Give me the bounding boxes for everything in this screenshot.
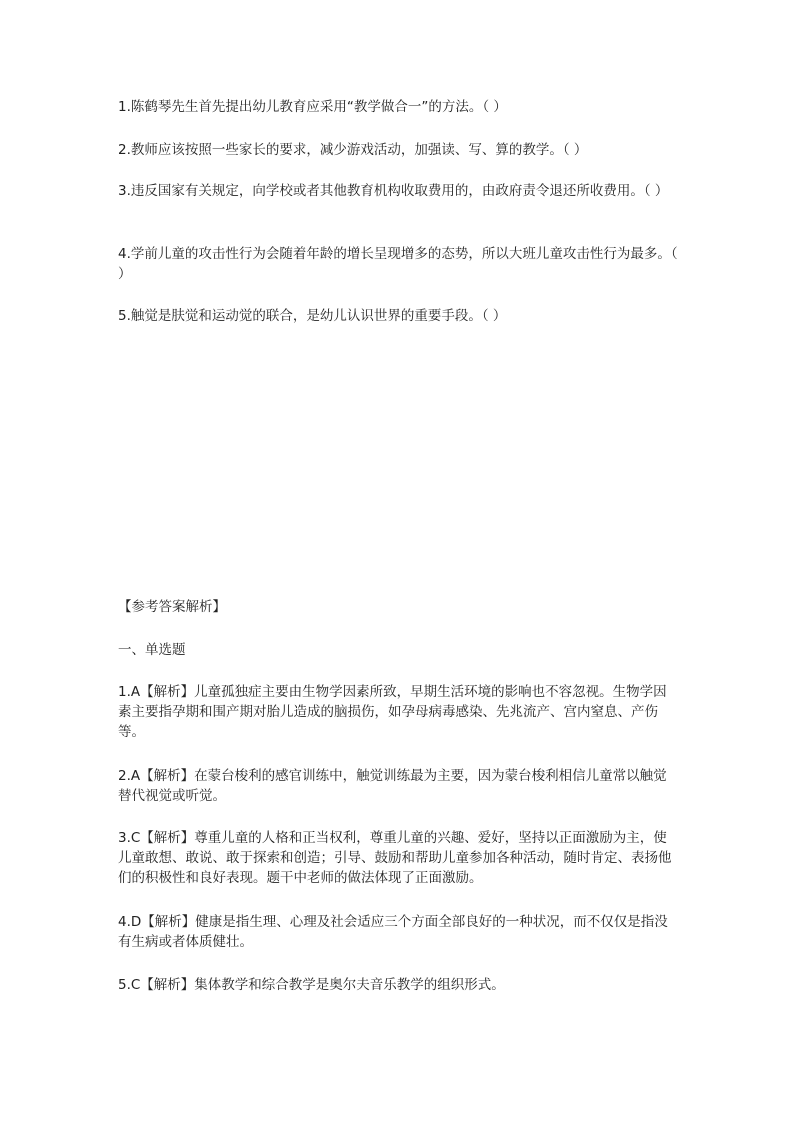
question-5: 5.触觉是肤觉和运动觉的联合，是幼儿认识世界的重要手段。（ ） <box>118 308 507 324</box>
question-4: 4.学前儿童的攻击性行为会随着年龄的增长呈现增多的态势，所以大班儿童攻击性行为最多。（ ） <box>118 246 678 282</box>
answers-heading: 【参考答案解析】 <box>118 599 226 615</box>
question-3: 3.违反国家有关规定，向学校或者其他教育机构收取费用的，由政府责令退还所收费用。（ ） <box>118 183 669 199</box>
answer-5: 5.C【解析】集体教学和综合教学是奥尔夫音乐教学的组织形式。 <box>118 977 505 993</box>
answer-2: 2.A【解析】在蒙台梭利的感官训练中，触觉训练最为主要，因为蒙台梭利相信儿童常以触觉替代视觉或听觉。 <box>118 768 667 804</box>
section-title: 一、单选题 <box>118 642 186 658</box>
question-1: 1.陈鹤琴先生首先提出幼儿教育应采用“教学做合一”的方法。（ ） <box>118 99 507 115</box>
answer-3: 3.C【解析】尊重儿童的人格和正当权利，尊重儿童的兴趣、爱好，坚持以正面激励为主，使儿童敢想、敢说、敢于探索和创造；引导、鼓励和帮助儿童参加各种活动，随时肯定、表扬他们的积极性和良好表现。题干中老师的做法体现了正面激励。 <box>118 830 672 886</box>
answer-4: 4.D【解析】健康是指生理、心理及社会适应三个方面全部良好的一种状况，而不仅仅是指没有生病或者体质健壮。 <box>118 914 668 950</box>
question-2: 2.教师应该按照一些家长的要求，减少游戏活动，加强读、写、算的教学。（ ） <box>118 142 588 158</box>
answer-1: 1.A【解析】儿童孤独症主要由生物学因素所致，早期生活环境的影响也不容忽视。生物学因素主要指孕期和围产期对胎儿造成的脑损伤，如孕母病毒感染、先兆流产、宫内窒息、产伤等。 <box>118 684 667 740</box>
